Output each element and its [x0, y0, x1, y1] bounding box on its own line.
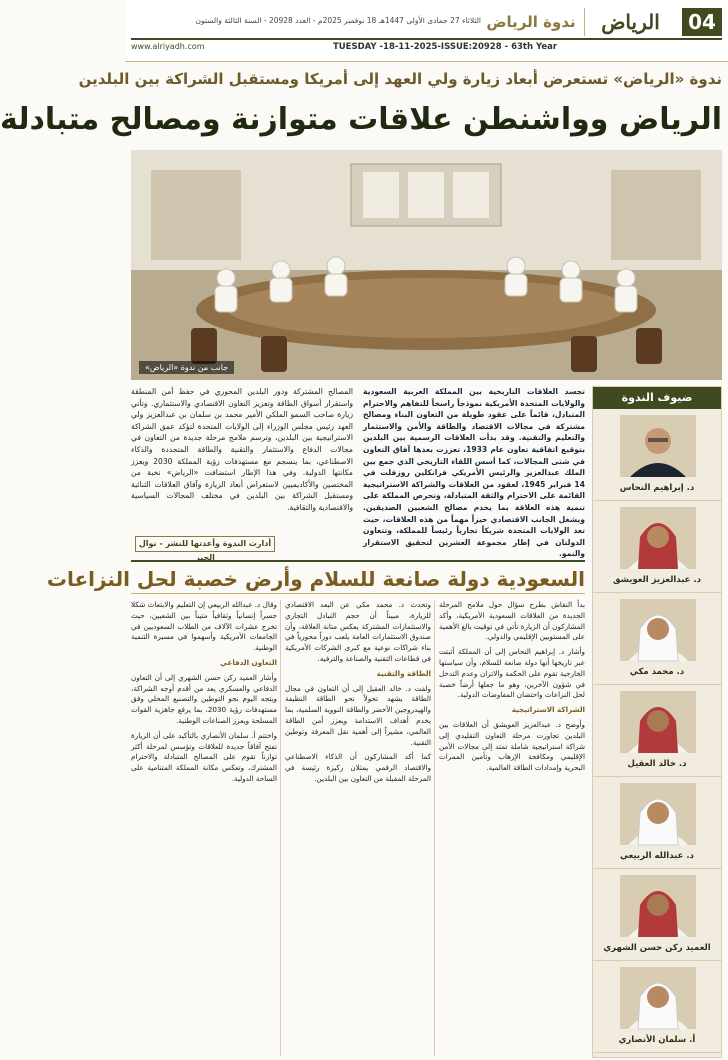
paragraph: ولفت د. خالد العقيل إلى أن التعاون في مجال الطاقة يشهد تحولاً نحو الطاقة النظيفة والهيدروجين الأخضر والطاقة النووية السلمية، بما يخدم أهداف الاستدامة ويعزز أمن الطاقة العالمي، مشيراً إلى أهمية نقل المعرفة وتوطين التقنية.: [285, 683, 431, 747]
portrait-icon: [620, 415, 696, 477]
meeting-photo: [131, 150, 722, 380]
section-heading: السعودية دولة صانعة للسلام وأرض خصبة لحل النزاعات: [131, 560, 585, 594]
masthead-rule: [131, 38, 722, 40]
byline-box: أدارت الندوة وأعدتها للنشر - نوال الجبر: [135, 536, 275, 552]
article-body: [131, 600, 585, 1056]
paragraph: واختتم أ. سلمان الأنصاري بالتأكيد على أن الزيارة تفتح آفاقاً جديدة للعلاقات وتؤسس لمرحلة أكثر توازناً تقوم على المصالح المتبادلة والاحترام المشترك، وتعكس مكانة المملكة المتنامية على الساحة الدولية.: [131, 730, 277, 783]
site-url[interactable]: www.alriyadh.com: [131, 42, 205, 51]
body-column-1: [439, 600, 585, 1056]
paragraph: وأشار د. إبراهيم النحاس إلى أن المملكة أثبتت عبر تاريخها أنها دولة صانعة للسلام، وأن سياستها الخارجية تقوم على الحكمة والاتزان وعدم التدخل في شؤون الآخرين، وهو ما جعلها أرضاً خصبة لحل النزاعات واحتضان المفاوضات الدولية.: [439, 647, 585, 700]
intro-lead-paragraph: تجسد العلاقات التاريخية بين المملكة العربية السعودية والولايات المتحدة الأمريكية نموذجاً راسخاً للتفاهم والاحترام المتبادل، قائماً على عقود طويلة من التعاون البناء ومصالح مشتركة في مجالات الاقتصاد والطاقة والأمن والاستثمار والتعليم والتقنية. وقد بدأت العلاقات الرسمية بين البلدين بتوقيع اتفاقية تعاون عام 1933، تعززت بعدها آفاق التعاون في شتى المجالات، كما أسس اللقاء التاريخي الذي جمع بين الملك عبدالعزيز والرئيس الأمريكي فرانكلين روزفلت في 14 فبراير 1945، لعقود من العلاقات والشراكة الاستراتيجية القائمة على الاحترام والثقة المتبادلة، وتحرص المملكة على تنمية هذه العلاقة بما يخدم مصالح الشعبين الصديقين. ويشغل الجانب الاقتصادي حيزاً مهماً من هذه العلاقات، حيث تعد الولايات المتحدة شريكاً تجارياً رئيساً للمملكة، وتتعاون الدولتان في إطار مجموعة العشرين لتحقيق الاستقرار والنمو.: [363, 387, 586, 559]
paragraph: وقال د. عبدالله الربيعي إن التعليم والابتعاث شكلا جسراً إنسانياً وثقافياً متيناً بين الشعبين، حيث تخرج عشرات الآلاف من الطلاب السعوديين في الجامعات الأمريكية وأسهموا في مسيرة التنمية الوطنية.: [131, 600, 277, 653]
column-divider: [434, 600, 435, 1056]
masthead: [125, 0, 728, 62]
meeting-room-illustration: [131, 150, 722, 380]
dateline-arabic: الثلاثاء 27 جمادى الأولى 1447هـ 18 نوفمبر 2025م - العدد 20928 - السنة الثالثة والستون: [195, 16, 481, 25]
participants-sidebar: [592, 386, 722, 1058]
article-intro: [131, 386, 586, 562]
dateline-english: TUESDAY -18-11-2025-ISSUE:20928 - 63th Year: [332, 42, 558, 52]
portrait-icon: [620, 875, 696, 937]
participant-name: د. إبراهيم النحاس: [619, 483, 695, 493]
participant-card: [593, 869, 721, 961]
photo-caption: جانب من ندوة «الرياض»: [139, 361, 234, 374]
portrait-icon: [620, 507, 696, 569]
paragraph: وأشار العميد ركن حسن الشهري إلى أن التعاون الدفاعي والعسكري يعد من أقدم أوجه الشراكة، ويتجه اليوم نحو التوطين والتصنيع المحلي وفق مستهدفات رؤية 2030، بما يرفع جاهزية القوات المسلحة ويعزز الصناعات الوطنية.: [131, 672, 277, 725]
newspaper-logo[interactable]: الرياض: [584, 8, 676, 36]
participants-heading: ضيوف الندوة: [593, 387, 721, 409]
paragraph: بدأ النقاش بطرح سؤال حول ملامح المرحلة الجديدة من العلاقات السعودية الأمريكية، وأكد المشاركون أن الزيارة تأتي في توقيت بالغ الأهمية على المستويين الإقليمي والدولي.: [439, 600, 585, 642]
paragraph: كما أكد المشاركون أن الذكاء الاصطناعي والاقتصاد الرقمي يمثلان ركيزة رئيسة في المرحلة المقبلة من التعاون بين البلدين.: [285, 752, 431, 783]
participant-name: أ. سلمان الأنصاري: [618, 1035, 696, 1045]
participant-card: [593, 961, 721, 1053]
participant-card: [593, 777, 721, 869]
column-divider: [280, 600, 281, 1056]
paragraph: وتحدث د. محمد مكي عن البعد الاقتصادي للزيارة، مبيناً أن حجم التبادل التجاري والاستثمارات المشتركة يعكس متانة العلاقة، وأن صندوق الاستثمارات العامة يلعب دوراً محورياً في بناء شراكات نوعية مع كبرى الشركات الأمريكية في قطاعات التقنية والصناعة والترفيه.: [285, 600, 431, 663]
participant-name: العميد ركن حسن الشهري: [603, 943, 711, 953]
participant-name: د. محمد مكي: [629, 667, 685, 677]
body-column-2: [285, 600, 431, 1056]
portrait-icon: [620, 599, 696, 661]
subheading: الشراكة الاستراتيجية: [511, 705, 585, 715]
participant-card: [593, 409, 721, 501]
participant-name: د. عبدالله الربيعي: [620, 851, 694, 861]
article-kicker: ندوة «الرياض» تستعرض أبعاد زيارة ولي العهد إلى أمريكا ومستقبل الشراكة بين البلدين: [78, 70, 722, 88]
participant-name: د. عبدالعزيز العويشق: [612, 575, 702, 585]
portrait-icon: [620, 967, 696, 1029]
participant-card: [593, 593, 721, 685]
section-name: ندوة الرياض: [486, 13, 576, 31]
portrait-icon: [620, 783, 696, 845]
participant-card: [593, 501, 721, 593]
page-number: 04: [682, 8, 722, 36]
subheading: التعاون الدفاعي: [220, 657, 277, 667]
intro-second-paragraph: المصالح المشتركة ودور البلدين المحوري في حفظ أمن المنطقة واستقرار أسواق الطاقة وتعزيز التعاون الاقتصادي والاستثماري. وتأتي زيارة صاحب السمو الملكي الأمير محمد بن سلمان بن عبدالعزيز ولي العهد رئيس مجلس الوزراء إلى الولايات المتحدة لتؤكد عمق الشراكة الاستراتيجية بين البلدين، وترسم ملامح مرحلة جديدة من التعاون في مجالات الدفاع والاستثمار والتقنية والطاقة المتجددة والذكاء الاصطناعي، بما ينسجم مع مستهدفات رؤية المملكة 2030 ويعزز مكانتها الدولية. وفي هذا الإطار استضافت «الرياض» نخبة من المختصين والأكاديميين لاستعراض أبعاد الزيارة وآفاق العلاقات الثنائية ومستقبل الشراكة بين البلدين في مختلف المجالات السياسية والاقتصادية والثقافية.: [131, 387, 353, 512]
body-column-3: [131, 600, 277, 1056]
participant-card: [593, 685, 721, 777]
article-headline: الرياض وواشنطن علاقات متوازنة ومصالح متبادلة: [0, 102, 722, 137]
participant-name: د. خالد العقيل: [627, 759, 687, 769]
subheading: الطاقة والتقنية: [376, 668, 431, 678]
portrait-icon: [620, 691, 696, 753]
paragraph: وأوضح د. عبدالعزيز العويشق أن العلاقات بين البلدين تجاوزت مرحلة التعاون التقليدي إلى شراكة استراتيجية شاملة تمتد إلى مجالات الأمن الإقليمي ومكافحة الإرهاب وتأمين الممرات البحرية وإمدادات الطاقة العالمية.: [439, 719, 585, 773]
